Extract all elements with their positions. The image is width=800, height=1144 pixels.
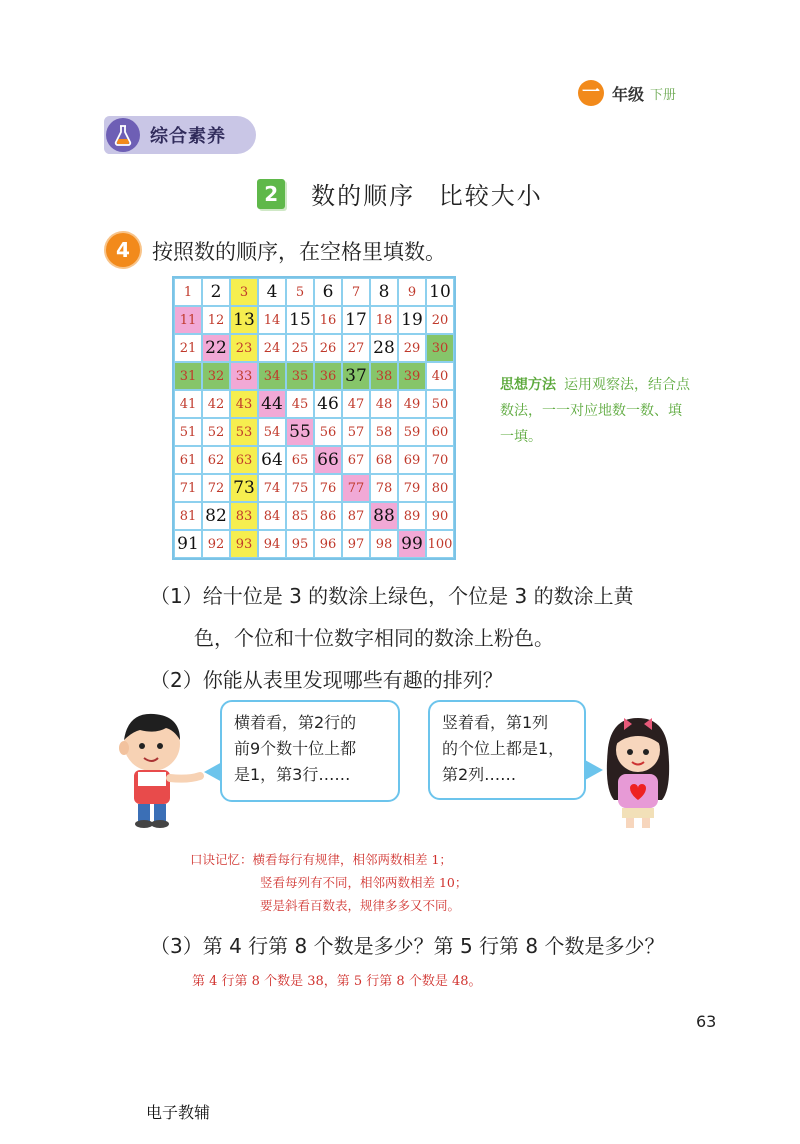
grid-cell: 21 [174,334,202,362]
speech-bubble-left [220,700,400,802]
grid-cell: 29 [398,334,426,362]
grade-number: 一 [578,80,604,106]
grid-cell: 15 [286,306,314,334]
grid-cell: 90 [426,502,454,530]
grid-cell: 69 [398,446,426,474]
grid-cell: 6 [314,278,342,306]
grid-cell: 24 [258,334,286,362]
grid-cell: 54 [258,418,286,446]
grid-cell: 20 [426,306,454,334]
lesson-number: 2 [257,179,285,209]
grid-cell: 53 [230,418,258,446]
grid-cell: 88 [370,502,398,530]
hundred-chart [172,276,456,560]
grid-cell: 14 [258,306,286,334]
grid-cell: 99 [398,530,426,558]
bubble-left-line-1: 横着看，第2行的 [234,713,357,732]
grid-cell: 50 [426,390,454,418]
grid-cell: 51 [174,418,202,446]
grid-cell: 36 [314,362,342,390]
grid-cell: 86 [314,502,342,530]
grid-cell: 98 [370,530,398,558]
bubble-right-line-3: 第2列…… [442,765,517,784]
grid-cell: 22 [202,334,230,362]
grid-cell: 89 [398,502,426,530]
grid-cell: 100 [426,530,454,558]
grid-cell: 17 [342,306,370,334]
bubble-left-line-3: 是1，第3行…… [234,765,351,784]
grid-cell: 27 [342,334,370,362]
grid-cell: 47 [342,390,370,418]
grid-cell: 61 [174,446,202,474]
grid-cell: 4 [258,278,286,306]
grid-cell: 72 [202,474,230,502]
grid-cell: 68 [370,446,398,474]
grid-cell: 97 [342,530,370,558]
method-text: 运用观察法，结合点数法，一一对应地数一数、填一填。 [500,377,690,445]
grid-cell: 95 [286,530,314,558]
grid-cell: 70 [426,446,454,474]
bubble-left-line-2: 前9个数十位上都 [234,739,357,758]
grid-cell: 58 [370,418,398,446]
grid-cell: 31 [174,362,202,390]
question-number-badge: 4 [106,233,140,267]
grid-cell: 76 [314,474,342,502]
grid-cell: 49 [398,390,426,418]
grid-cell: 64 [258,446,286,474]
grid-cell: 12 [202,306,230,334]
grid-cell: 93 [230,530,258,558]
grid-cell: 59 [398,418,426,446]
grade-volume: 下册 [650,87,677,103]
grid-cell: 55 [286,418,314,446]
grid-cell: 48 [370,390,398,418]
grid-cell: 43 [230,390,258,418]
grid-cell: 91 [174,530,202,558]
grid-cell: 79 [398,474,426,502]
grid-cell: 28 [370,334,398,362]
grid-cell: 73 [230,474,258,502]
memory-tip-line-1: 口诀记忆：横看每行有规律，相邻两数相差 1； [190,852,452,867]
lesson-heading [0,176,800,211]
bubble-right-line-2: 的个位上都是1， [442,739,565,758]
lesson-title: 数的顺序 比较大小 [311,182,543,210]
memory-tip-line-2: 竖看每列有不同，相邻两数相差 10； [260,875,468,890]
grid-cell: 71 [174,474,202,502]
grid-cell: 26 [314,334,342,362]
grid-cell: 81 [174,502,202,530]
grid-cell: 23 [230,334,258,362]
grid-cell: 60 [426,418,454,446]
grid-cell: 25 [286,334,314,362]
grid-cell: 9 [398,278,426,306]
boy-illustration [112,706,208,830]
grid-cell: 82 [202,502,230,530]
question-4-text: 按照数的顺序，在空格里填数。 [152,240,446,264]
grid-cell: 1 [174,278,202,306]
flask-icon [106,118,140,152]
question-2: （2）你能从表里发现哪些有趣的排列？ [150,668,503,692]
grid-cell: 39 [398,362,426,390]
grid-cell: 63 [230,446,258,474]
speech-bubble-right [428,700,586,800]
grid-cell: 78 [370,474,398,502]
grid-cell: 11 [174,306,202,334]
grid-cell: 75 [286,474,314,502]
grid-cell: 87 [342,502,370,530]
thinking-method-note [500,372,690,450]
grid-cell: 10 [426,278,454,306]
section-tag [104,116,256,154]
grid-cell: 83 [230,502,258,530]
section-label: 综合素养 [150,126,226,147]
question-1-line-2: 色，个位和十位数字相同的数涂上粉色。 [194,626,554,650]
grid-cell: 30 [426,334,454,362]
grid-cell: 40 [426,362,454,390]
grid-cell: 42 [202,390,230,418]
grid-cell: 67 [342,446,370,474]
bubble-right-line-1: 竖着看，第1列 [442,713,549,732]
grid-cell: 85 [286,502,314,530]
grade-word: 年级 [612,84,645,104]
grid-cell: 57 [342,418,370,446]
grid-cell: 13 [230,306,258,334]
grid-cell: 32 [202,362,230,390]
grid-cell: 3 [230,278,258,306]
question-1-line-1: （1）给十位是 3 的数涂上绿色，个位是 3 的数涂上黄 [150,584,634,608]
memory-tip-line-3: 要是斜看百数表，规律多多又不同。 [260,898,461,913]
grid-cell: 33 [230,362,258,390]
girl-illustration [598,708,678,832]
question-3-answer: 第 4 行第 8 个数是 38，第 5 行第 8 个数是 48。 [192,974,482,989]
grid-cell: 46 [314,390,342,418]
grid-cell: 84 [258,502,286,530]
question-3: （3）第 4 行第 8 个数是多少？第 5 行第 8 个数是多少？ [150,934,665,958]
page-number: 63 [696,1012,717,1031]
grid-cell: 52 [202,418,230,446]
grid-cell: 94 [258,530,286,558]
grid-cell: 74 [258,474,286,502]
grid-cell: 16 [314,306,342,334]
grid-cell: 65 [286,446,314,474]
grid-cell: 41 [174,390,202,418]
grid-cell: 8 [370,278,398,306]
grid-cell: 38 [370,362,398,390]
grid-cell: 2 [202,278,230,306]
grid-cell: 34 [258,362,286,390]
grid-cell: 5 [286,278,314,306]
footer-label: 电子教辅 [146,1103,211,1122]
grid-cell: 56 [314,418,342,446]
grid-cell: 19 [398,306,426,334]
grid-cell: 7 [342,278,370,306]
grid-cell: 37 [342,362,370,390]
grid-cell: 62 [202,446,230,474]
grid-cell: 80 [426,474,454,502]
grid-cell: 18 [370,306,398,334]
grade-badge [578,80,676,106]
grid-cell: 77 [342,474,370,502]
grid-cell: 66 [314,446,342,474]
grid-cell: 35 [286,362,314,390]
grid-cell: 92 [202,530,230,558]
grid-cell: 96 [314,530,342,558]
grid-cell: 45 [286,390,314,418]
grid-cell: 44 [258,390,286,418]
method-title: 思想方法 [500,377,556,393]
